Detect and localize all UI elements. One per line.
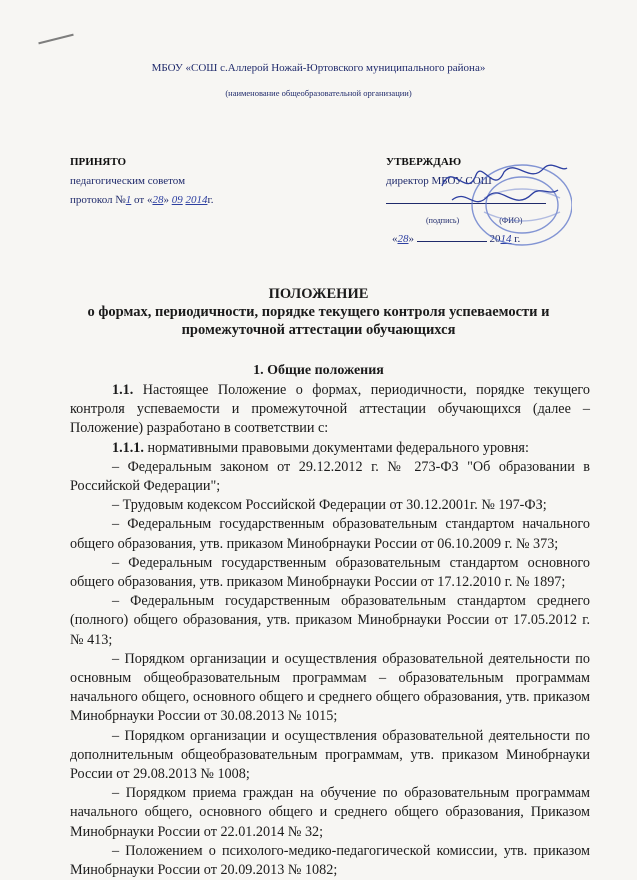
document-subtitle-line-2: промежуточной аттестации обучающихся — [181, 322, 456, 338]
list-item: – Федеральным государственным образовательным стандартом основного общего образования, утв. приказом Минобрнауки России от 17.12.2010 г. № 1897; — [70, 554, 590, 591]
approved-by: директор МБОУ СОШ — [386, 175, 492, 187]
scan-mark — [38, 34, 73, 45]
approval-year: 14 — [500, 233, 512, 245]
caption-name: (ФИО) — [499, 216, 523, 225]
paragraph-number: 1.1. — [112, 382, 134, 398]
document-title: ПОЛОЖЕНИЕ — [268, 286, 369, 302]
approval-year-prefix: 20 — [489, 233, 501, 245]
protocol-line — [70, 191, 310, 210]
paragraph-text: Настоящее Положение о формах, периодичности, порядке текущего контроля успеваемости и промежуточной аттестации обучающихся (далее – Положение) разработано в соответствии с: — [70, 382, 590, 437]
protocol-prefix: протокол № — [70, 194, 126, 206]
protocol-year-suffix: г. — [207, 194, 214, 206]
list-item: – Порядком организации и осуществления образовательной деятельности по основным общеобразовательным программам – образовательным программам начального общего, основного общего и среднего общего образования, утв. приказом Минобрнауки России от 30.08.2013 № 1015; — [70, 650, 590, 725]
list-item: – Порядком приема граждан на обучение по образовательным программам начального общего, основного общего и среднего общего образования, Приказом Минобрнауки России от 22.01.2014 № 32; — [70, 785, 590, 840]
list-item: – Трудовым кодексом Российской Федерации от 30.12.2001г. № 197-ФЗ; — [112, 497, 547, 514]
protocol-date-mid: » — [163, 194, 169, 206]
accepted-by: педагогическим советом — [70, 175, 186, 187]
signature-captions — [386, 211, 606, 230]
list-item: – Федеральным законом от 29.12.2012 г. № 273-ФЗ "Об образовании в Российской Федерации"; — [70, 458, 590, 495]
accepted-title: ПРИНЯТО — [70, 156, 127, 168]
list-item: – Федеральным государственным образовательным стандартом среднего (полного) общего образования, утв. приказом Минобрнауки России от 17.05.2012 г. № 413; — [70, 593, 590, 648]
approval-date-close: » — [408, 233, 414, 245]
approval-day: 28 — [397, 233, 409, 245]
paragraph-1-1 — [70, 381, 590, 439]
accepted-block — [70, 153, 310, 210]
document-subtitle-line-1: о формах, периодичности, порядке текущего контроля успеваемости и — [87, 304, 550, 320]
caption-signature: (подпись) — [426, 216, 460, 225]
paragraph-1-1-1 — [70, 439, 590, 458]
protocol-month: 09 — [171, 194, 183, 206]
approval-date-line — [392, 230, 606, 249]
signature-line — [386, 191, 606, 211]
organization-name: МБОУ «СОШ с.Аллерой Ножай-Юртовского муниципального района» — [151, 62, 486, 74]
approval-date-open: « — [392, 233, 398, 245]
protocol-day: 28 — [152, 194, 164, 206]
approved-block — [386, 153, 606, 249]
protocol-date-prefix: от « — [134, 194, 153, 206]
document-body — [70, 381, 590, 880]
protocol-number: 1 — [125, 194, 132, 206]
list-item: – Порядком организации и осуществления образовательной деятельности по дополнительным общеобразовательным программам, утв. приказом Минобрнауки России от 29.08.2013 № 1008; — [70, 727, 590, 783]
organization-caption: (наименование общеобразовательной организации) — [225, 88, 412, 98]
paragraph-text: нормативными правовыми документами федерального уровня: — [143, 439, 529, 456]
document-title-block — [60, 285, 577, 339]
paragraph-number: 1.1.1. — [112, 439, 144, 456]
list-item: – Положением о психолого-медико-педагогической комиссии, утв. приказом Минобрнауки России от 20.09.2013 № 1082; — [70, 842, 590, 879]
approved-title: УТВЕРЖДАЮ — [386, 156, 462, 168]
list-item: – Федеральным государственным образовательным стандартом начального общего образования, утв. приказом Минобрнауки России от 06.10.2009 г. № 373; — [70, 516, 590, 552]
approval-year-suffix: г. — [514, 233, 521, 245]
section-heading: 1. Общие положения — [253, 363, 384, 378]
protocol-year: 2014 — [185, 194, 208, 206]
